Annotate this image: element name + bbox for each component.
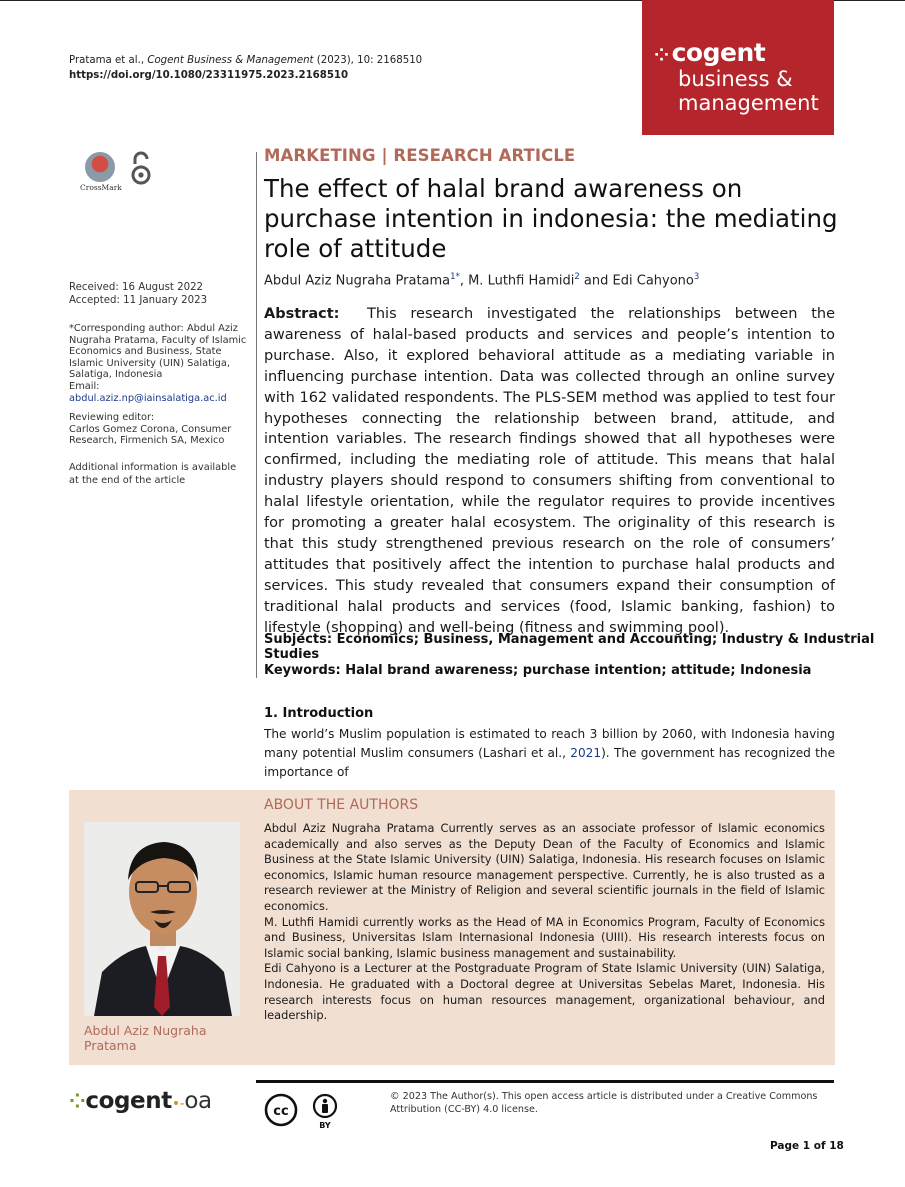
- about-paragraph: Edi Cahyono is a Lecturer at the Postgraduate Program of State Islamic University (UIN) Salatiga, Indonesia. He graduated with a Doctoral degree at Universitas Sebelas Maret, Indonesia. His research interests focus on human resources management, organizational behaviour, and leadership.: [264, 961, 825, 1023]
- connector-icon: •‑: [171, 1096, 185, 1112]
- author-separator: and: [579, 273, 613, 289]
- cogent-logo: [654, 40, 765, 69]
- author-list: [264, 272, 699, 288]
- cogent-oa-logo-oa: oa: [184, 1088, 212, 1114]
- received-date: Received: 16 August 2022: [69, 282, 204, 293]
- about-heading: ABOUT THE AUTHORS: [264, 797, 419, 813]
- about-paragraph: Abdul Aziz Nugraha Pratama Currently serves as an associate professor of Islamic economics academically and also serves as the Deputy Dean of the Faculty of Economics and Islamic Business at the State Islamic University (UIN) Salatiga, Indonesia. His research focuses on Islamic economics, Islamic human resource management perspective. Currently, he is also trusted as a research reviewer at the Ministry of Religion and several scientific journals in the field of Islamic economics.: [264, 821, 825, 913]
- author-portrait-image: [84, 822, 240, 1016]
- citation-link[interactable]: 2021: [570, 746, 602, 760]
- author-separator: ,: [459, 273, 469, 289]
- crossmark-icon: [85, 152, 115, 182]
- keywords: Keywords: Halal brand awareness; purchase intention; attitude; Indonesia: [264, 663, 812, 678]
- intro-text-b: ). The government has recognized the importance of: [264, 746, 836, 779]
- cc-label: cc: [273, 1104, 289, 1119]
- citation-header: [69, 53, 422, 83]
- about-text: [264, 821, 825, 1024]
- email-link[interactable]: abdul.aziz.np@iainsalatiga.ac.id: [69, 392, 227, 404]
- intro-text-a: The world’s Muslim population is estimated to reach 3 billion by 2060, with Indonesia having many potential Muslim consumers (Lashari et al.,: [264, 727, 835, 760]
- received-accepted: [69, 282, 249, 308]
- column-divider: [256, 152, 257, 678]
- abstract: [264, 304, 835, 639]
- crossmark-badge[interactable]: [80, 152, 122, 192]
- cogent-oa-dots-icon: ⁘: [69, 1089, 86, 1113]
- corresponding-author: [69, 323, 247, 404]
- author-photo: [84, 822, 240, 1016]
- email-label: Email:: [69, 380, 100, 392]
- cc-by-license-icon[interactable]: [264, 1093, 348, 1137]
- crossmark-label: CrossMark: [80, 183, 122, 192]
- author-name[interactable]: M. Luthfi Hamidi: [468, 273, 575, 289]
- doi-link[interactable]: https://doi.org/10.1080/23311975.2023.2168510: [69, 70, 349, 81]
- citation-authors: Pratama et al.,: [69, 55, 148, 66]
- reviewing-editor-name: Carlos Gomez Corona, Consumer Research, Firmenich SA, Mexico: [69, 423, 232, 447]
- page-number: Page 1 of 18: [770, 1140, 844, 1152]
- brand-line-2: business &: [678, 67, 793, 91]
- cc-badge-icon: [264, 1093, 348, 1133]
- brand-line-3: management: [678, 91, 819, 115]
- citation-volume: (2023), 10: 2168510: [313, 55, 423, 66]
- author-name[interactable]: Abdul Aziz Nugraha Pratama: [264, 273, 451, 289]
- reviewing-editor: [69, 412, 239, 447]
- cogent-oa-logo: [69, 1088, 212, 1114]
- corresponding-text: *Corresponding author: Abdul Aziz Nugraha Pratama, Faculty of Islamic Economics and Business, State Islamic University (UIN) Salatiga, Salatiga, Indonesia: [69, 323, 247, 381]
- cogent-oa-logo-main: cogent: [85, 1088, 172, 1114]
- author-name[interactable]: Edi Cahyono: [612, 273, 694, 289]
- article-title: The effect of halal brand awareness on purchase intention in indonesia: the mediating role of attitude: [264, 174, 838, 263]
- subjects: Subjects: Economics; Business, Management and Accounting; Industry & Industrial Studies: [264, 632, 875, 662]
- intro-text: [264, 725, 835, 782]
- accepted-date: Accepted: 11 January 2023: [69, 295, 208, 307]
- abstract-label: Abstract:: [264, 306, 340, 322]
- photo-caption: Abdul Aziz Nugraha Pratama: [84, 1023, 207, 1053]
- footer-rule: [256, 1080, 834, 1083]
- journal-brand-block: [642, 0, 834, 135]
- author-affiliation[interactable]: 2: [574, 272, 580, 282]
- about-paragraph: M. Luthfi Hamidi currently works as the Head of MA in Economics Program, Faculty of Economics and Business, Universitas Islam Internasional Indonesia (UIII). His research interests focus on Islamic social banking, Islamic business management and sustainability.: [264, 914, 825, 960]
- author-affiliation[interactable]: 1*: [450, 272, 460, 282]
- section-label: MARKETING | RESEARCH ARTICLE: [264, 146, 576, 165]
- cogent-dots-icon: ⁘: [654, 45, 669, 66]
- by-label: BY: [319, 1121, 331, 1130]
- open-access-icon: [128, 150, 154, 186]
- additional-info: Additional information is available at the end of the article: [69, 462, 237, 486]
- journal-name: Cogent Business & Management: [147, 55, 314, 66]
- author-affiliation[interactable]: 3: [693, 272, 700, 282]
- abstract-text: This research investigated the relationships between the awareness of halal-based products and services and people’s intention to purchase. Also, it explored behavioral attitude as a mediating variable in influencing purchase intention. Data was collected through an online survey with 162 validated respondents. The PLS-SEM method was applied to test four hypotheses connecting the relationship between brand, attitude, and intention variables. The research findings showed that all hypotheses were confirmed, including the mediating role of attitude. This means that halal industry players should respond to consumers shifting from conventional to halal lifestyle orientation, while the regulator requires to provide incentives for promoting a greater halal ecosystem. The originality of this research is that this study strengthened previous research on the role of consumers’ attitudes that positively affect the intention to purchase halal products and services. This study revealed that consumers expand their consumption of traditional halal products and services (food, Islamic banking, fashion) to lifestyle (shopping) and well-being (fitness and swimming pool).: [264, 306, 836, 636]
- brand-line-1: cogent: [671, 38, 766, 67]
- reviewing-label: Reviewing editor:: [69, 412, 155, 423]
- license-text: © 2023 The Author(s). This open access article is distributed under a Creative Commons Attribution (CC-BY) 4.0 license.: [390, 1091, 818, 1115]
- intro-heading: 1. Introduction: [264, 706, 374, 721]
